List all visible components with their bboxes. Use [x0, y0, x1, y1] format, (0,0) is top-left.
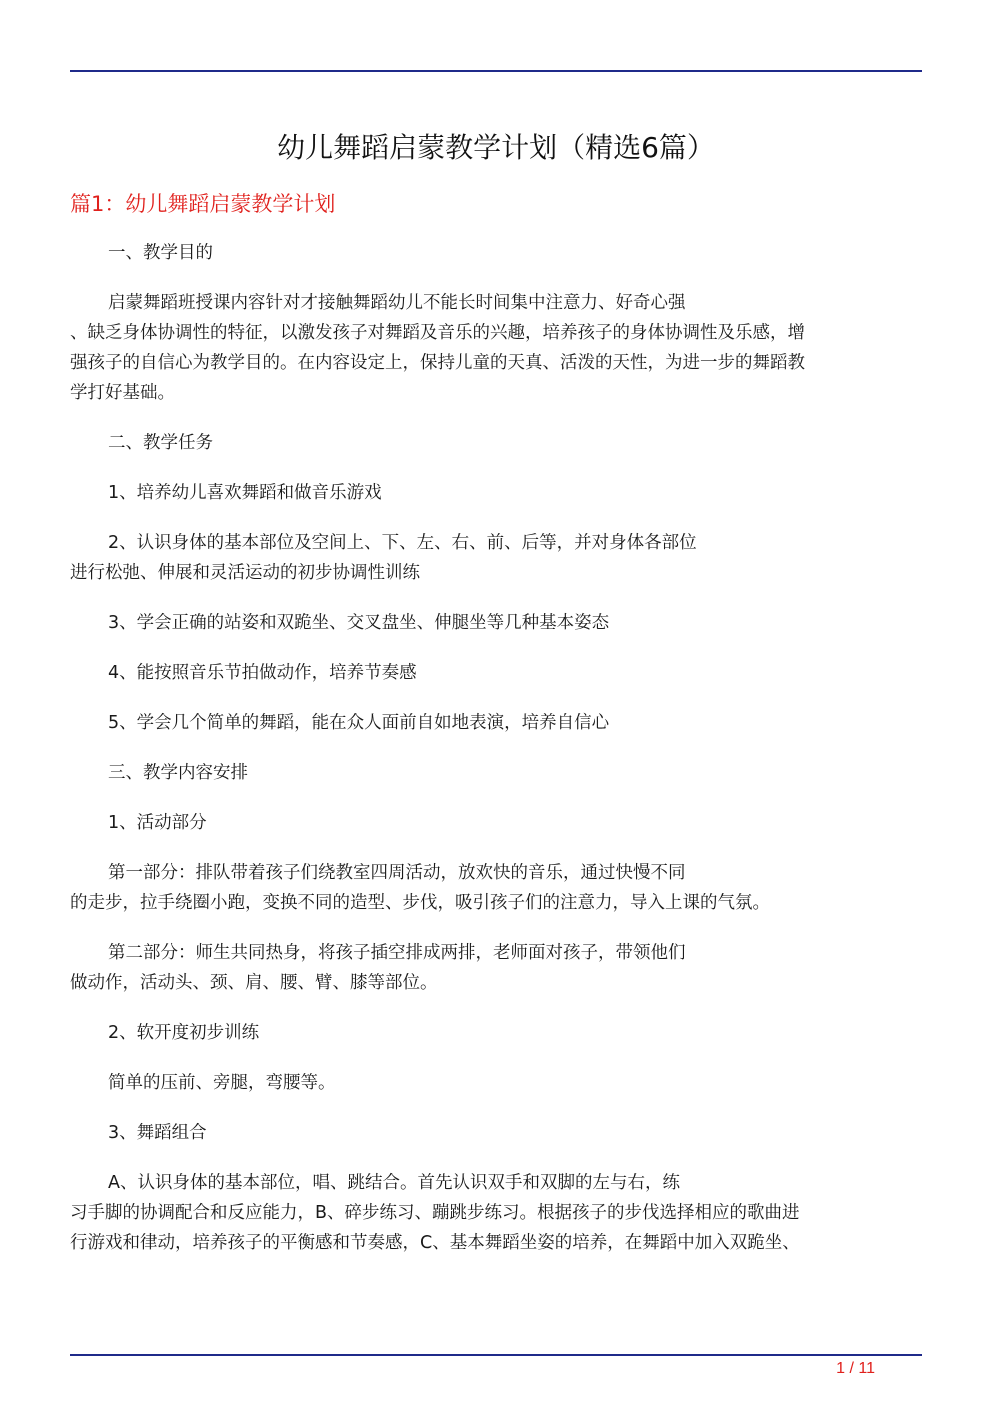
subheading-flexibility: 2、软开度初步训练 [108, 1023, 260, 1043]
task-item-1: 1、培养幼儿喜欢舞蹈和做音乐游戏 [108, 483, 382, 503]
task-item-3: 3、学会正确的站姿和双跪坐、交叉盘坐、伸腿坐等几种基本姿态 [108, 613, 610, 633]
paragraph-line: 做动作，活动头、颈、肩、腰、臂、膝等部位。 [70, 973, 438, 993]
paragraph-line: 进行松弛、伸展和灵活运动的初步协调性训练 [70, 563, 420, 583]
paragraph-line: A、认识身体的基本部位，唱、跳结合。首先认识双手和双脚的左与右，练 [108, 1173, 680, 1193]
paragraph-line: 行游戏和律动，培养孩子的平衡感和节奏感，C、基本舞蹈坐姿的培养，在舞蹈中加入双跪坐、 [70, 1233, 800, 1253]
task-item-5: 5、学会几个简单的舞蹈，能在众人面前自如地表演，培养自信心 [108, 713, 610, 733]
task-item-2 [70, 528, 922, 588]
page-indicator: 1 / 11 [836, 1360, 875, 1377]
paragraph-line: 习手脚的协调配合和反应能力，B、碎步练习、蹦跳步练习。根据孩子的步伐选择相应的歌曲进 [70, 1203, 800, 1223]
subheading-activity: 1、活动部分 [108, 813, 207, 833]
heading-objectives: 一、教学目的 [108, 243, 213, 263]
paragraph-part-two [70, 938, 922, 998]
paragraph-flexibility: 简单的压前、旁腿，弯腰等。 [108, 1073, 336, 1093]
footer-rule [70, 1354, 922, 1356]
paragraph-objectives [70, 288, 922, 408]
paragraph-line: 的走步，拉手绕圈小跑，变换不同的造型、步伐，吸引孩子们的注意力，导入上课的气氛。 [70, 893, 770, 913]
paragraph-line: 、缺乏身体协调性的特征，以激发孩子对舞蹈及音乐的兴趣，培养孩子的身体协调性及乐感，增 [70, 323, 805, 343]
section-heading: 篇1：幼儿舞蹈启蒙教学计划 [70, 192, 336, 216]
document-title: 幼儿舞蹈启蒙教学计划（精选6篇） [277, 131, 715, 164]
paragraph-line: 2、认识身体的基本部位及空间上、下、左、右、前、后等，并对身体各部位 [108, 533, 697, 553]
paragraph-dance [70, 1168, 922, 1258]
paragraph-line: 强孩子的自信心为教学目的。在内容设定上，保持儿童的天真、活泼的天性，为进一步的舞蹈教 [70, 353, 805, 373]
paragraph-part-one [70, 858, 922, 918]
heading-content: 三、教学内容安排 [108, 763, 248, 783]
task-item-4: 4、能按照音乐节拍做动作，培养节奏感 [108, 663, 417, 683]
paragraph-line: 第二部分：师生共同热身，将孩子插空排成两排，老师面对孩子，带领他们 [108, 943, 686, 963]
heading-tasks: 二、教学任务 [108, 433, 213, 453]
paragraph-line: 第一部分：排队带着孩子们绕教室四周活动，放欢快的音乐，通过快慢不同 [108, 863, 686, 883]
document-body [70, 238, 922, 1278]
subheading-dance: 3、舞蹈组合 [108, 1123, 207, 1143]
paragraph-line: 学打好基础。 [70, 383, 175, 403]
header-rule [70, 70, 922, 72]
paragraph-line: 启蒙舞蹈班授课内容针对才接触舞蹈幼儿不能长时间集中注意力、好奇心强 [108, 293, 686, 313]
